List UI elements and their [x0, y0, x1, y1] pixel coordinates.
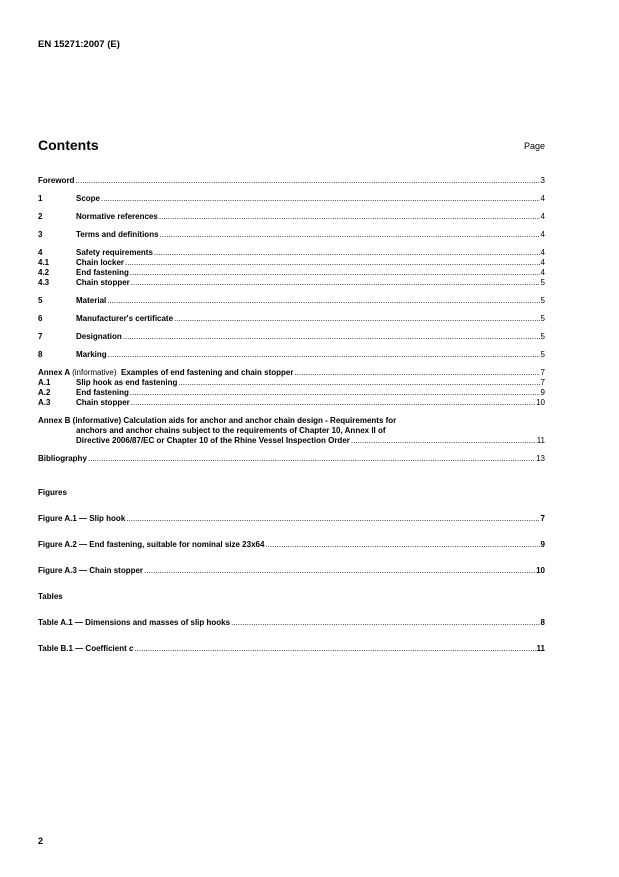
table-page: 8	[540, 618, 545, 627]
toc-number: 3	[38, 230, 43, 239]
toc-number: 2	[38, 212, 43, 221]
toc-page: 4	[540, 258, 545, 267]
toc-title: Chain stopper	[76, 278, 130, 287]
figure-title: Figure A.2 — End fastening, suitable for nominal size 23x64	[38, 540, 265, 549]
toc-title: Marking	[76, 350, 107, 359]
figure-entry[interactable]	[38, 566, 545, 576]
toc-page: 13	[536, 454, 545, 463]
toc-entry-designation[interactable]	[38, 332, 545, 342]
toc-page: 7	[540, 378, 545, 387]
table-title: Table B.1 — Coefficient c	[38, 644, 134, 653]
toc-number: 4.1	[38, 258, 50, 267]
toc-entry-safety-requirements[interactable]	[38, 248, 545, 258]
figures-heading: Figures	[38, 488, 67, 497]
figure-page: 10	[536, 566, 545, 575]
figure-title: Figure A.3 — Chain stopper	[38, 566, 144, 575]
toc-entry-annex-b[interactable]	[38, 416, 545, 446]
annex-b-line-3: Directive 2006/87/EC or Chapter 10 of the Rhine Vessel Inspection Order	[76, 436, 350, 445]
table-title: Table A.1 — Dimensions and masses of slip hooks	[38, 618, 231, 627]
toc-number: A.1	[38, 378, 51, 387]
toc-page: 4	[540, 248, 545, 257]
toc-entry-bibliography[interactable]	[38, 454, 545, 464]
toc-page: 10	[536, 398, 545, 407]
toc-title: Scope	[76, 194, 101, 203]
toc-page: 4	[540, 194, 545, 203]
figure-entry[interactable]	[38, 540, 545, 550]
toc-title: Chain stopper	[76, 398, 130, 407]
table-entry[interactable]	[38, 618, 545, 628]
annex-b-line-1: Annex B (informative) Calculation aids for anchor and anchor chain design - Requirements for	[38, 416, 397, 425]
page-column-label: Page	[523, 141, 545, 151]
toc-page: 5	[540, 278, 545, 287]
figure-title: Figure A.1 — Slip hook	[38, 514, 126, 523]
toc-entry-foreword[interactable]	[38, 176, 545, 186]
toc-number: A.3	[38, 398, 51, 407]
toc-entry-a3-chain-stopper[interactable]	[38, 398, 545, 408]
toc-entry-end-fastening[interactable]	[38, 268, 545, 278]
toc-entry-material[interactable]	[38, 296, 545, 306]
table-entry[interactable]	[38, 644, 545, 654]
toc-page: 4	[540, 212, 545, 221]
toc-title: Slip hook as end fastening	[76, 378, 178, 387]
toc-entry-chain-stopper[interactable]	[38, 278, 545, 288]
toc-page: 11	[536, 436, 545, 445]
toc-entry-annex-a[interactable]	[38, 368, 545, 378]
toc-number: 4.2	[38, 268, 50, 277]
contents-title: Contents	[38, 137, 99, 153]
toc-page: 5	[540, 332, 545, 341]
toc-entry-manufacturers-certificate[interactable]	[38, 314, 545, 324]
toc-page: 5	[540, 296, 545, 305]
tables-heading: Tables	[38, 592, 63, 601]
toc-page: 7	[540, 368, 545, 377]
toc-number: 8	[38, 350, 43, 359]
toc-number: A.2	[38, 388, 51, 397]
toc-number: 4.3	[38, 278, 50, 287]
toc-title: Material	[76, 296, 107, 305]
toc-title: Chain locker	[76, 258, 125, 267]
toc-entry-normative-references[interactable]	[38, 212, 545, 222]
toc-entry-a2-end-fastening[interactable]	[38, 388, 545, 398]
toc-number: 6	[38, 314, 43, 323]
footer-page-number: 2	[38, 836, 44, 846]
toc-number: 5	[38, 296, 43, 305]
table-page: 11	[536, 644, 545, 653]
document-id: EN 15271:2007 (E)	[38, 39, 120, 50]
toc-page: 4	[540, 268, 545, 277]
toc-title: Designation	[76, 332, 122, 341]
toc-entry-terms-definitions[interactable]	[38, 230, 545, 240]
toc-title: Manufacturer's certificate	[76, 314, 174, 323]
toc-page: 9	[540, 388, 545, 397]
toc-title: Foreword	[38, 176, 75, 185]
figure-page: 9	[540, 540, 545, 549]
toc-entry-chain-locker[interactable]	[38, 258, 545, 268]
toc-title: End fastening	[76, 268, 129, 277]
toc-title: Annex A (informative) Examples of end fastening and chain stopper	[38, 368, 294, 377]
toc-entry-scope[interactable]	[38, 194, 545, 204]
annex-b-line-2: anchors and anchor chains subject to the requirements of Chapter 10, Annex II of	[76, 426, 386, 435]
toc-title: Normative references	[76, 212, 158, 221]
figure-entry[interactable]	[38, 514, 545, 524]
toc-number: 4	[38, 248, 43, 257]
toc-page: 4	[540, 230, 545, 239]
table-of-contents	[38, 176, 545, 670]
toc-title: Bibliography	[38, 454, 87, 463]
toc-title: End fastening	[76, 388, 129, 397]
toc-title: Safety requirements	[76, 248, 153, 257]
toc-entry-marking[interactable]	[38, 350, 545, 360]
toc-page: 5	[540, 350, 545, 359]
toc-page: 5	[540, 314, 545, 323]
toc-page: 3	[540, 176, 545, 185]
toc-number: 1	[38, 194, 43, 203]
figure-page: 7	[540, 514, 545, 523]
toc-entry-slip-hook[interactable]	[38, 378, 545, 388]
toc-title: Terms and definitions	[76, 230, 159, 239]
toc-number: 7	[38, 332, 43, 341]
